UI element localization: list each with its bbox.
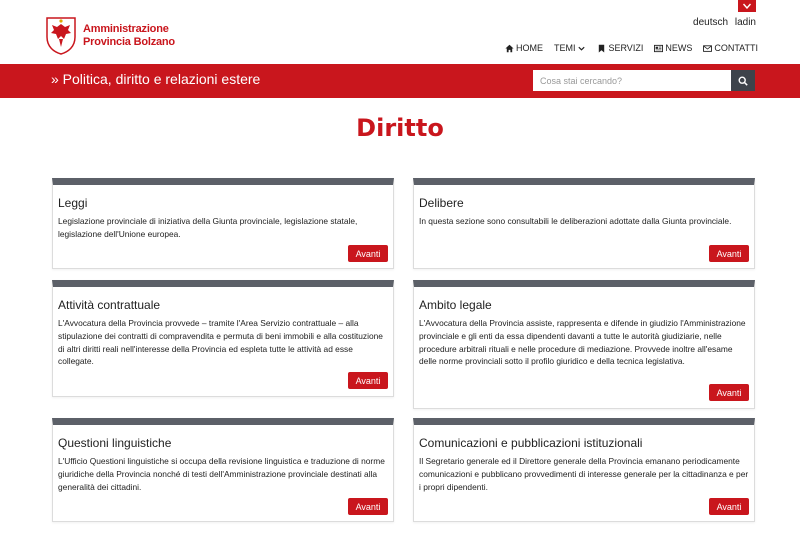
avanti-button[interactable]: Avanti [709,384,749,401]
card-leggi [52,178,394,269]
newspaper-icon [654,44,663,53]
card-title[interactable]: Ambito legale [419,298,492,312]
search-input[interactable] [533,70,731,91]
language-link-deutsch[interactable]: deutsch [693,17,729,28]
card-description: L'Avvocatura della Provincia provvede – tramite l'Area Servizio contrattuale – alla stipulazione dei contratti di compravendita e permuta di beni immobili e alla costituzione di altri diritti reali nell'interesse della Provincia ed espleta tutte le attività ad esse collegate. [58,318,383,367]
card-title[interactable]: Comunicazioni e pubblicazioni istituzionali [419,436,643,450]
avanti-button[interactable]: Avanti [709,245,749,262]
card-ambito-legale [413,280,755,409]
page-title: Diritto [356,114,444,142]
logo-line-2: Provincia Bolzano [83,36,175,48]
card-comunicazioni-pubblicazioni [413,418,755,522]
nav-news-label: NEWS [665,43,693,53]
nav-home-label: HOME [515,43,543,53]
logo-text [83,23,175,49]
section-band [0,64,800,98]
card-title[interactable]: Delibere [419,196,464,210]
search-icon [738,76,748,86]
nav-news[interactable] [654,43,692,53]
nav-temi-label: TEMI [553,43,576,53]
card-description: Legislazione provinciale di iniziativa della Giunta provinciale, legislazione statale, legislazione dell'Unione europea. [58,216,358,239]
language-toggle-button[interactable] [738,0,756,12]
card-title[interactable]: Questioni linguistiche [58,436,172,450]
nav-temi[interactable] [554,43,587,53]
nav-servizi-label: SERVIZI [608,43,644,53]
card-description: L'Avvocatura della Provincia assiste, rappresenta e difende in giudizio l'Amministrazione provinciale e gli enti da essa dipendenti davanti a tutte le autorità giudiziarie, nelle procedure arbitrali rituali e nelle procedure di mediazione. Provvede inoltre all'esame delle norme provinciali sotto il profilo giuridico e della tecnica legislativa. [419,318,746,367]
site-header [0,0,800,64]
nav-home[interactable] [505,43,543,53]
card-description: L'Ufficio Questioni linguistiche si occupa della revisione linguistica e traduzione di norme giuridiche della Provincia nonché di testi dell'Amministrazione provinciale destinati alla generalità dei cittadini. [58,456,385,492]
card-description: In questa sezione sono consultabili le deliberazioni adottate dalla Giunta provinciale. [419,216,732,226]
search-button[interactable] [731,70,755,91]
language-link-ladin[interactable]: ladin [734,17,756,28]
card-delibere [413,178,755,269]
card-attivita-contrattuale [52,280,394,397]
card-title[interactable]: Leggi [58,196,88,210]
bookmark-icon [597,44,606,53]
site-logo[interactable] [46,17,175,55]
language-switcher [689,17,756,28]
logo-line-1: Amministrazione [83,23,169,35]
avanti-button[interactable]: Avanti [709,498,749,515]
card-description: Il Segretario generale ed il Direttore generale della Provincia emanano periodicamente comunicazioni e pubblicano provvedimenti di interesse generale per la cittadinanza e per i propri dipendenti. [419,456,749,492]
chevron-down-icon [743,3,751,9]
coat-of-arms-icon [46,17,76,55]
avanti-button[interactable]: Avanti [348,245,388,262]
home-icon [505,44,514,53]
main-nav [505,43,758,53]
nav-servizi[interactable] [597,43,643,53]
nav-contatti[interactable] [703,43,758,53]
envelope-icon [703,44,712,53]
avanti-button[interactable]: Avanti [348,498,388,515]
card-title[interactable]: Attività contrattuale [58,298,161,312]
card-questioni-linguistiche [52,418,394,522]
section-title-link[interactable]: » Politica, diritto e relazioni estere [51,71,261,87]
nav-contatti-label: CONTATTI [714,43,758,53]
chevron-down-icon [577,44,586,53]
avanti-button[interactable]: Avanti [348,372,388,389]
